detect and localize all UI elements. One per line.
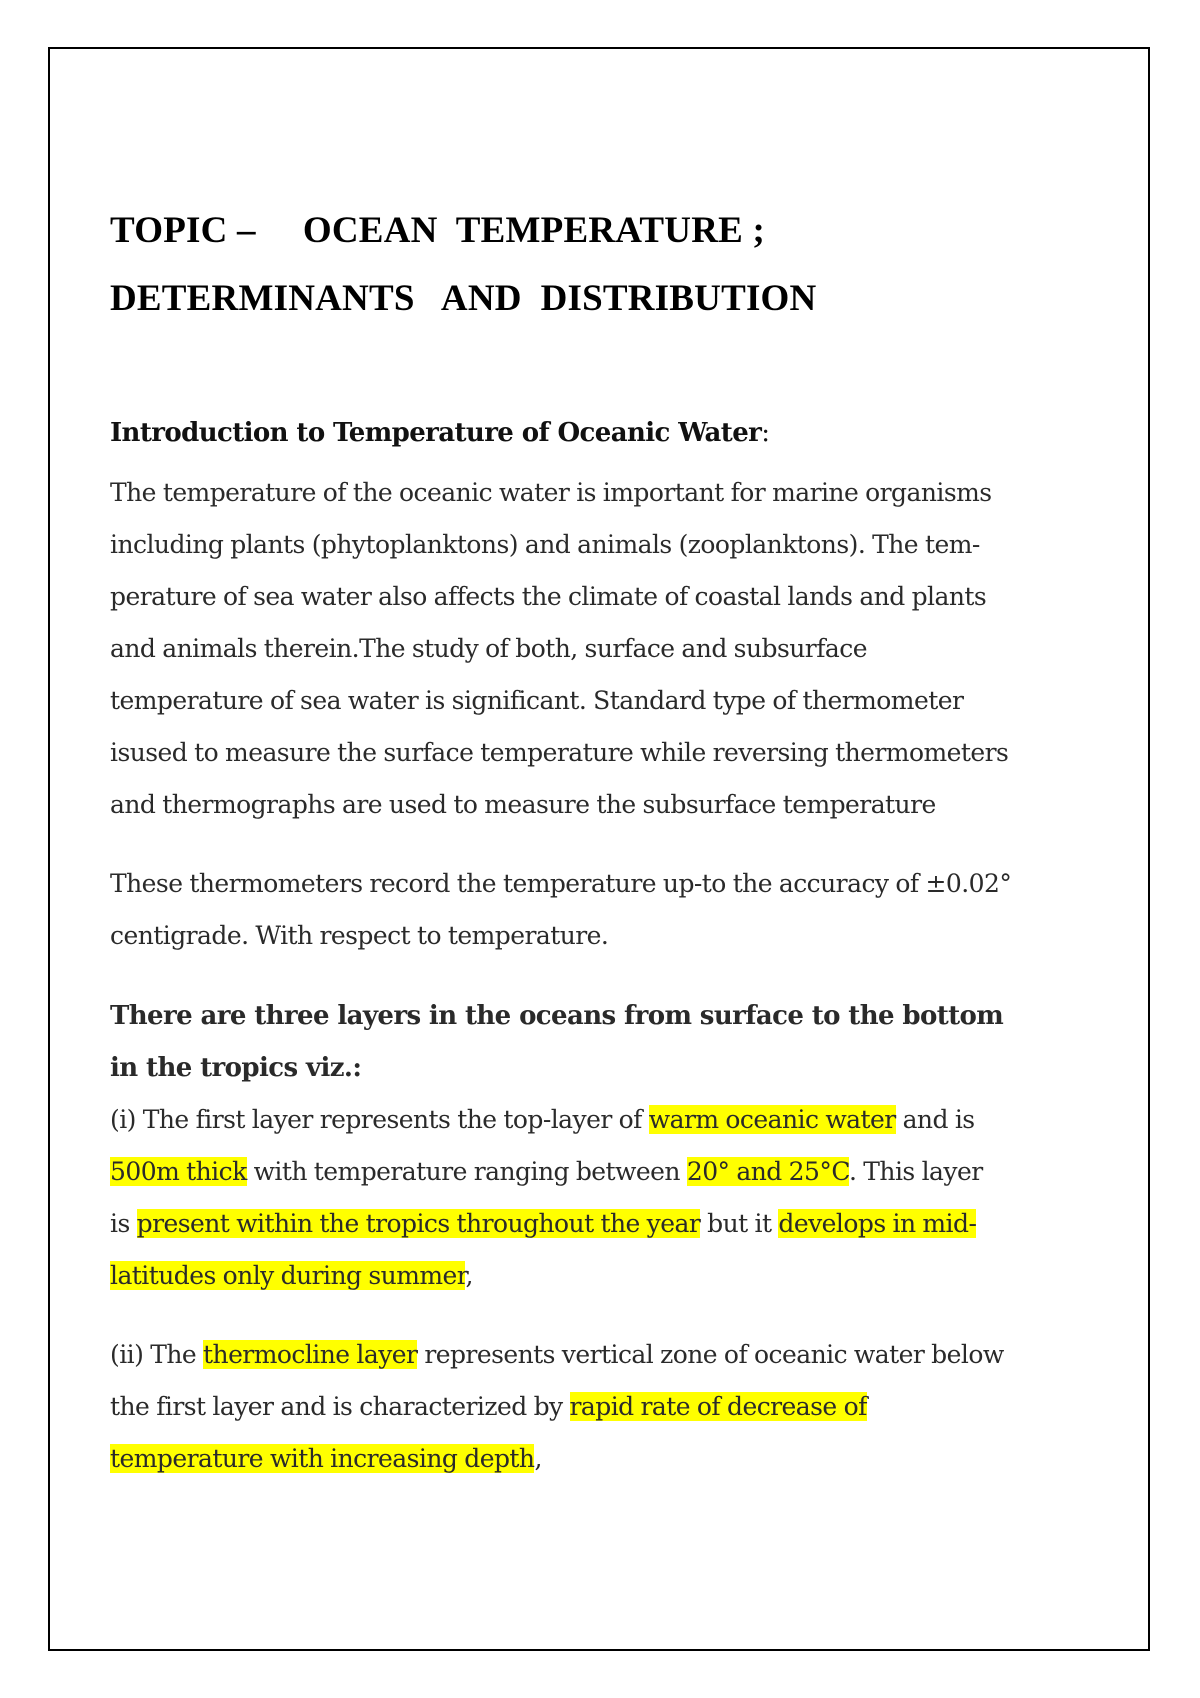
layer-2-paragraph [110, 1329, 1110, 1485]
paragraph-line: and thermographs are used to measure the subsurface temperature [110, 790, 936, 819]
highlighted-text: 20° and 25°C [686, 1157, 850, 1186]
highlighted-text: latitudes only during summer [110, 1261, 466, 1290]
intro-heading-colon: : [761, 418, 770, 448]
text-run: the first layer and is characterized by [110, 1392, 570, 1421]
text-run: (i) The first layer represents the top-layer of [110, 1105, 649, 1134]
paragraph-line: These thermometers record the temperature up-to the accuracy of ±0.02° [110, 869, 1012, 898]
paragraph-line: isused to measure the surface temperature while reversing thermometers [110, 738, 1009, 767]
paragraph-line [110, 1094, 1110, 1146]
text-run: but it [700, 1209, 779, 1238]
paragraph-line: temperature of sea water is significant. Standard type of thermometer [110, 686, 964, 715]
layers-heading [110, 990, 1110, 1094]
document-content [110, 197, 1110, 1485]
intro-paragraph-2 [110, 858, 1110, 962]
highlighted-text: rapid rate of decrease of [569, 1392, 867, 1421]
text-run: with temperature ranging between [246, 1157, 687, 1186]
highlighted-text: present within the tropics throughout the year [136, 1209, 701, 1238]
text-run: and is [895, 1105, 975, 1134]
text-run: is [110, 1209, 137, 1238]
intro-paragraph-1 [110, 467, 1110, 831]
paragraph-line: and animals therein.The study of both, surface and subsurface [110, 634, 867, 663]
paragraph-line [110, 1329, 1110, 1381]
paragraph-line: including plants (phytoplanktons) and animals (zooplanktons). The tem- [110, 530, 980, 559]
layer-1-paragraph [110, 1094, 1110, 1302]
document-title [110, 197, 1110, 333]
paragraph-line: perature of sea water also affects the climate of coastal lands and plants [110, 582, 987, 611]
text-run: (ii) The [110, 1340, 204, 1369]
paragraph-line [110, 1198, 1110, 1250]
title-line-1: TOPIC – OCEAN TEMPERATURE ; [110, 210, 765, 251]
highlighted-text: warm oceanic water [648, 1105, 896, 1134]
intro-heading [110, 407, 1110, 459]
layers-heading-line: in the tropics viz.: [110, 1053, 362, 1083]
highlighted-text: develops in mid- [778, 1209, 977, 1238]
intro-heading-text: Introduction to Temperature of Oceanic Water [110, 418, 762, 448]
text-run: , [465, 1261, 473, 1290]
layers-heading-line: There are three layers in the oceans from surface to the bottom [110, 1001, 1004, 1031]
highlighted-text: 500m thick [110, 1157, 247, 1186]
paragraph-line [110, 1146, 1110, 1198]
title-line-2: DETERMINANTS AND DISTRIBUTION [110, 278, 817, 319]
paragraph-line [110, 1381, 1110, 1433]
paragraph-line: The temperature of the oceanic water is important for marine organisms [110, 478, 992, 507]
highlighted-text: temperature with increasing depth [110, 1444, 535, 1473]
text-run: represents vertical zone of oceanic water below [417, 1340, 1004, 1369]
paragraph-line: centigrade. With respect to temperature. [110, 921, 609, 950]
paragraph-line [110, 1250, 1110, 1302]
paragraph-line [110, 1433, 1110, 1485]
highlighted-text: thermocline layer [203, 1340, 418, 1369]
text-run: . This layer [849, 1157, 983, 1186]
text-run: , [534, 1444, 542, 1473]
